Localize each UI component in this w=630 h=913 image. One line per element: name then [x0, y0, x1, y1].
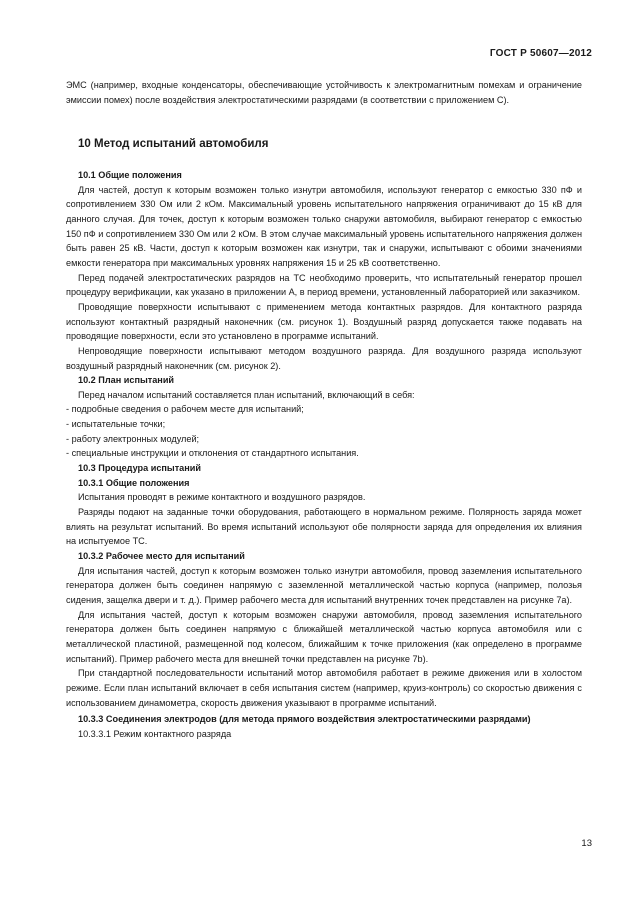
- list-item: - работу электронных модулей;: [66, 433, 200, 444]
- page-number: 13: [581, 838, 592, 849]
- list-item: - испытательные точки;: [66, 419, 166, 430]
- paragraph: Перед началом испытаний составляется план испытаний, включающий в себя:: [78, 389, 415, 400]
- document-body: [66, 78, 582, 742]
- paragraph: Проводящие поверхности испытывают с применением метода контактных разрядов. Для контактного разряда используют контактный разрядный наконечник (см. рисунок 1). Воздушный разряд допускается также подавать на проводящие поверхности, если это установлено в программе испытаний.: [66, 301, 582, 342]
- section-title: 10 Метод испытаний автомобиля: [78, 138, 269, 151]
- paragraph: Перед подачей электростатических разрядов на ТС необходимо проверить, что испытательный генератор прошел процедуру верификации, как указано в приложении А, в период времени, установленный лабораторией или заказчиком.: [66, 272, 582, 298]
- subsection-title-10-3-1: 10.3.1 Общие положения: [78, 477, 190, 488]
- subsection-title-10-3-2: 10.3.2 Рабочее место для испытаний: [78, 551, 245, 562]
- list-item: - подробные сведения о рабочем месте для испытаний;: [66, 404, 304, 415]
- document-header: ГОСТ Р 50607—2012: [489, 48, 592, 59]
- subsection-title-10-1: 10.1 Общие положения: [78, 169, 182, 180]
- paragraph: При стандартной последовательности испытаний мотор автомобиля работает в режиме движения или в холостом режиме. Если план испытаний включает в себя испытания систем (например, круиз-контроль) со скоростью движения с использованием динамометра, скорость движения указывают в программе испытаний.: [66, 668, 582, 708]
- paragraph: 10.3.3.1 Режим контактного разряда: [78, 728, 232, 739]
- intro-paragraph: ЭМС (например, входные конденсаторы, обеспечивающие устойчивость к электромагнитным помехам и ограничение эмиссии помех) после воздействия электростатическими разрядами (в соответствии с приложением С).: [66, 80, 582, 105]
- subsection-title-10-2: 10.2 План испытаний: [78, 375, 175, 386]
- paragraph: Непроводящие поверхности испытывают методом воздушного разряда. Для воздушного разряда используют воздушный разрядный наконечник (см. рисунок 2).: [66, 345, 582, 371]
- subsection-title-10-3: 10.3 Процедура испытаний: [78, 463, 201, 474]
- paragraph: Разряды подают на заданные точки оборудования, работающего в нормальном режиме. Полярность заряда может влиять на результат испытаний. Во время испытаний используют обе полярности заряда для определения их влияния на испытуемое ТС.: [66, 507, 582, 547]
- paragraph: Испытания проводят в режиме контактного и воздушного разрядов.: [78, 492, 366, 503]
- list-item: - специальные инструкции и отклонения от стандартного испытания.: [66, 448, 359, 459]
- paragraph: Для испытания частей, доступ к которым возможен снаружи автомобиля, провод заземления испытательного генератора должен быть соединен напрямую с ближайшей металлической частью корпуса автомобиля или с металлической пластиной, размещенной под колесом, ближайшим к точке приложения (как определено в программе испытаний). Пример рабочего места для внешней точки представлен на рисунке 7b).: [66, 609, 582, 664]
- paragraph: Для испытания частей, доступ к которым возможен только изнутри автомобиля, провод заземления испытательного генератора должен быть соединен напрямую с заземленной металлической частью корпуса (например, полозья сидения, защелка двери и т. д.). Пример рабочего места для испытаний внутренних точек представлен на рисунке 7а).: [66, 565, 582, 605]
- subsection-title-10-3-3: 10.3.3 Соединения электродов (для метода прямого воздействия электростатическими разрядами): [78, 714, 531, 725]
- paragraph: Для частей, доступ к которым возможен только изнутри автомобиля, используют генератор с емкостью 330 пФ и сопротивлением 330 Ом или 2 кОм. Максимальный уровень испытательного напряжения ограничивают до 15 кВ для данного случая. Для точек, доступ к которым возможен только снаружи автомобиля, выбирают генератор с емкостью 150 пФ и сопротивлением 330 Ом или 2 кОм. В этом случае максимальный уровень испытательного напряжения должен быть равен 25 кВ. Части, доступ к которым возможен как изнутри, так и снаружи, испытывают с обоими значениями емкости генератора при максимальных уровнях напряжения 15 и 25 кВ соответственно.: [66, 184, 582, 268]
